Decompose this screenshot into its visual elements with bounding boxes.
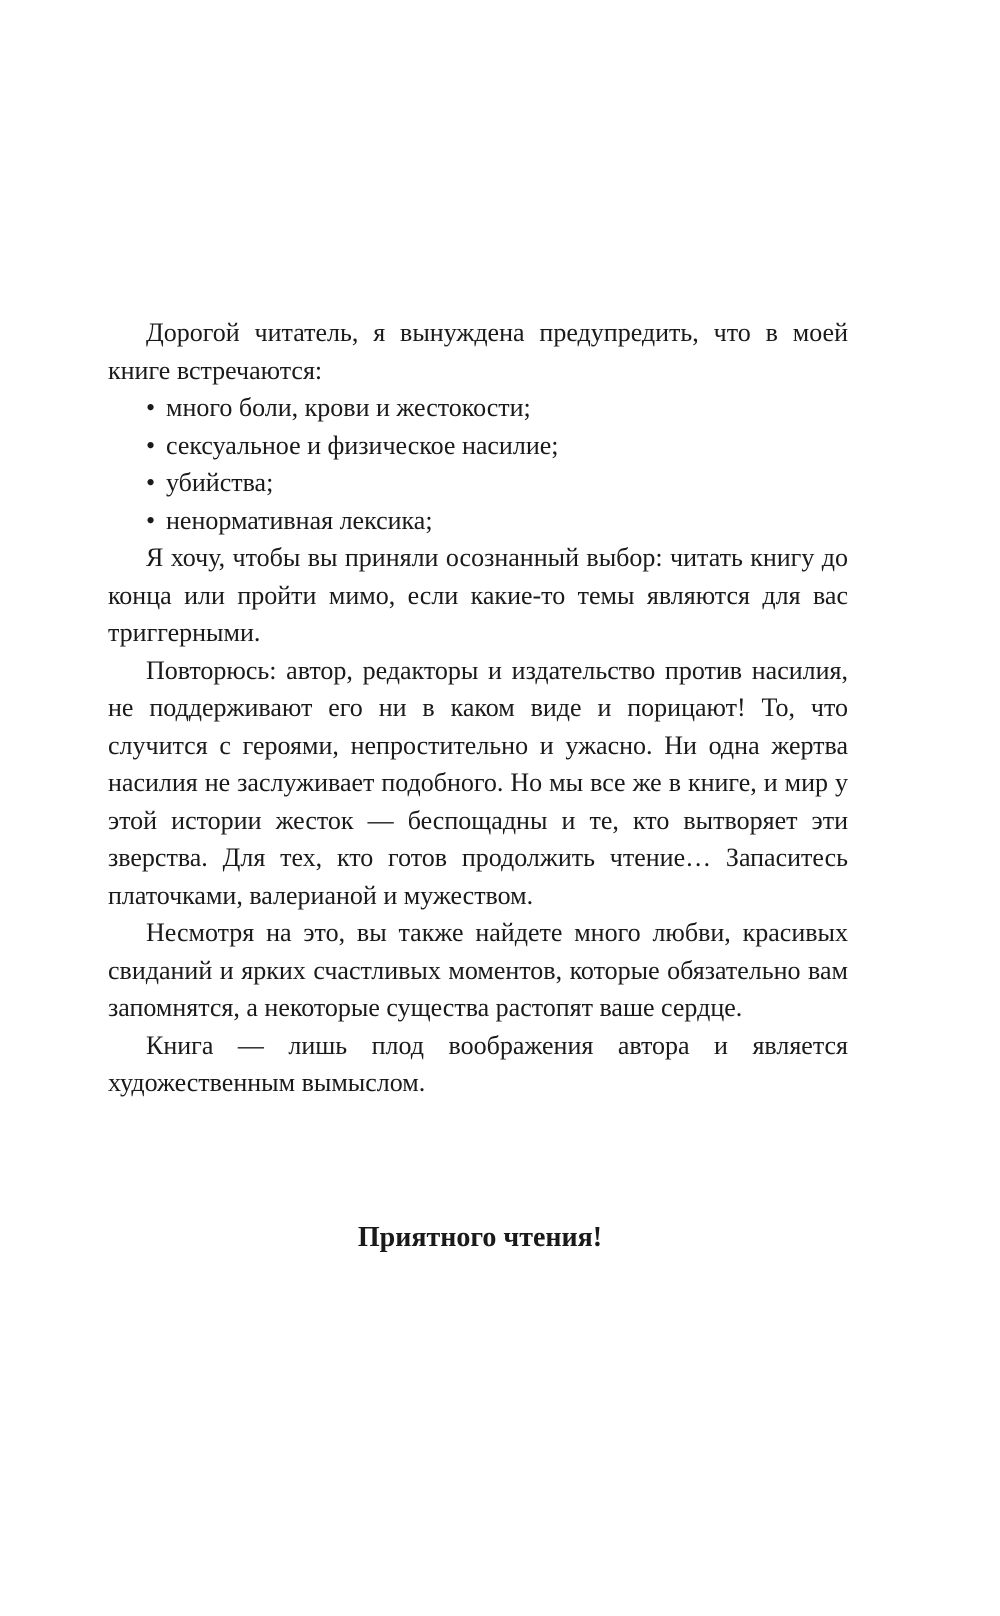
love-paragraph: Несмотря на это, вы также найдете много любви, красивых свиданий и ярких счастливых моментов, которые обязательно вам запомнятся, а некоторые существа растопят ваше сердце. bbox=[108, 918, 848, 1022]
warning-item bbox=[108, 464, 848, 502]
bullet-icon: • bbox=[146, 430, 156, 460]
bullet-icon: • bbox=[146, 468, 156, 497]
warning-item-text: сексуальное и физическое насилие; bbox=[166, 430, 559, 460]
disclaimer-paragraph: Повторюсь: автор, редакторы и издательство против насилия, не поддерживают его ни в каком виде и порицают! То, что случится с героями, непростительно и ужасно. Ни одна жертва насилия не заслуживает подобного. Но мы все же в книге, и мир у этой истории жесток — беспощадны и те, кто вытворяет эти зверства. Для тех, кто готов продолжить чтение… Запаситесь платочками, валерианой и мужеством. bbox=[108, 655, 848, 910]
warning-item-text: убийства; bbox=[166, 468, 274, 497]
warning-item bbox=[108, 427, 848, 465]
warning-item-text: ненормативная лексика; bbox=[166, 505, 433, 535]
warning-item bbox=[108, 389, 848, 427]
warning-item bbox=[108, 502, 848, 540]
warning-item-text: много боли, крови и жестокости; bbox=[166, 393, 531, 422]
fiction-paragraph: Книга — лишь плод воображения автора и является художественным вымыслом. bbox=[108, 1030, 848, 1097]
closing-heading: Приятного чтения! bbox=[357, 1222, 603, 1253]
choice-paragraph: Я хочу, чтобы вы приняли осознанный выбор: читать книгу до конца или пройти мимо, если какие-то темы являются для вас триггерными. bbox=[108, 543, 848, 647]
bullet-icon: • bbox=[146, 393, 156, 422]
warning-text-block bbox=[108, 314, 848, 1102]
content-warning-list bbox=[108, 389, 848, 539]
bullet-icon: • bbox=[146, 505, 156, 535]
intro-paragraph: Дорогой читатель, я вынуждена предупредить, что в моей книге встречаются: bbox=[108, 318, 848, 385]
